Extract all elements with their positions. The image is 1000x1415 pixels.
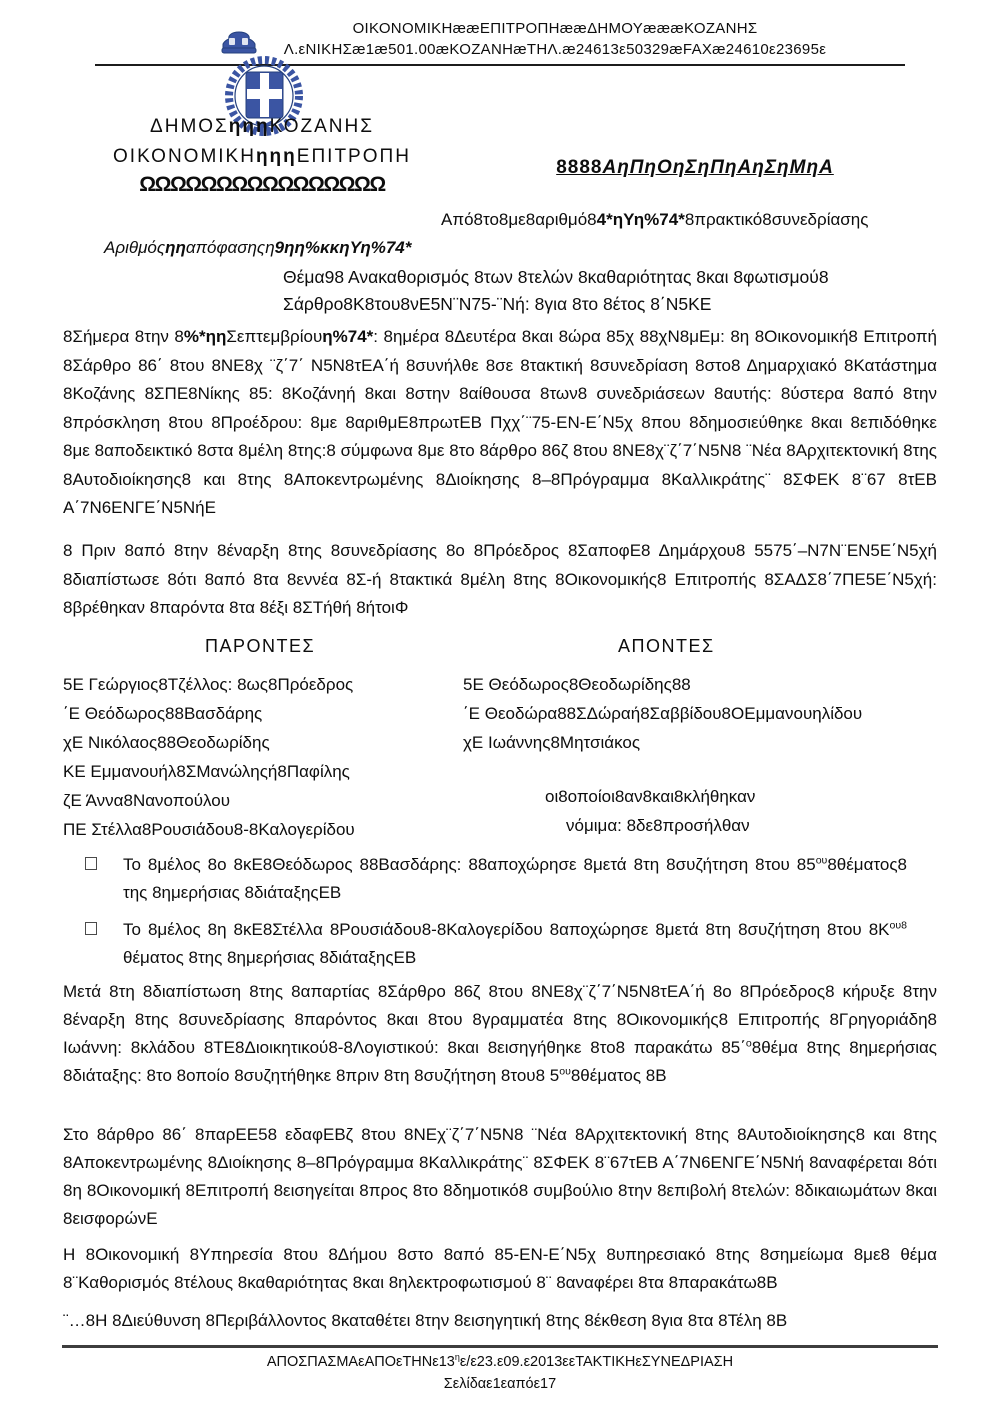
- square-bullet-icon: [85, 857, 97, 870]
- absent-note-line-1: οι8οποίοι8αν8και8κλήθηκαν: [545, 787, 756, 806]
- letterhead-address-line: Λ.εΝΙΚΗΣæ1æ501.00æΚΟΖΑΝΗæΤΗΛ.æ24613ε50329æFAXæ24610ε23695ε: [283, 41, 827, 58]
- absent-member: ΄Ε Θεοδώρα88ΣΔώραή8Σαββίδου8ΟΕμμανουηλίδου: [463, 704, 863, 723]
- org-identity-block: [112, 112, 412, 198]
- present-member: ΄Ε Θεόδωρος88Βασδάρης: [63, 704, 263, 723]
- absent-list: [463, 670, 953, 757]
- subject-line-2: Σάρθρο8Κ8του8νΕ5Ν¨Ν75-¨Νή: 8για 8το 8έτος 8΄Ν5ΚΕ: [283, 294, 712, 314]
- decorative-omega-divider: ΩΩΩΩΩΩΩΩΩΩΩΩΩΩΩΩ: [139, 173, 385, 196]
- committee-name: ΟΙΚΟΝΟΜΙΚΗηηηΕΠΙΤΡΟΠΗ: [113, 146, 411, 167]
- body-paragraph-quorum: 8 Πριν 8από 8την 8έναρξη 8της 8συνεδρίασης 8ο 8Πρόεδρος 8ΣαποφΕ8 Δημάρχου8 5575΄–Ν7Ν¨ΕΝ5Ε΄Ν5χή 8διαπίστωσε 8ότι 8από 8τα 8εννέα 8Σ-ή 8τακτικά 8μέλη 8της 8Οικονομικής8 Επιτροπής 8ΣΑΔΣ8΄7ΠΕ5Ε΄Ν5χή: 8βρέθηκαν 8παρόντα 8τα 8έξι 8ΣΤήθή 8ήτοιΦ: [63, 541, 937, 617]
- letterhead-org-line: ΟΙΚΟΝΟΜΙΚΗææΕΠΙΤΡΟΠΗææΔΗΜΟΥæææΚΟΖΑΝΗΣ: [352, 20, 758, 37]
- footer-divider-rule: [62, 1345, 938, 1348]
- absent-note-line-2: νόμιμα: 8δε8προσήλθαν: [566, 816, 750, 835]
- absent-header: ΑΠΟΝΤΕΣ: [618, 636, 715, 656]
- present-list: [63, 670, 463, 844]
- present-member: ΠΕ Στέλλα8Ρουσιάδου8-8Καλογερίδου: [63, 820, 355, 839]
- body-paragraph-law-reference: Στο 8άρθρο 86΄ 8παρΕΕ58 εδαφΕΒζ 8του 8ΝΕχ¨ζ΄7΄Ν5Ν8 ¨Νέα 8Αρχιτεκτονική 8της 8Αυτοδιοίκησης8 και 8της 8Αποκεντρωμένης 8Διοίκησης 8–8Πρόγραμμα 8Καλλικράτης¨ 8ΣΦΕΚ 8¨67τΕΒ Α΄7Ν6ΕΝΓΕ΄Ν5Νή 8αναφέρεται 8ότι 8η 8Οικονομική 8Επιτροπή 8εισηγείται 8προς 8το 8δημοτικό8 συμβούλιο 8την 8επιβολή 8τελών: 8δικαιωμάτων 8και 8εισφορώνΕ: [63, 1125, 937, 1228]
- absent-member: 5Ε Θεόδωρος8Θεοδωρίδης88: [463, 675, 691, 694]
- bullet-item-departure-2: [85, 916, 907, 972]
- bullet-text: Το 8μέλος 8η 8κΕ8Στέλλα 8Ρουσιάδου8-8Καλογερίδου 8αποχώρησε 8μετά 8τη 8συζήτηση 8του $8K^{o\upsilon 8}$ θέματος 8της 8ημερήσιας 8διάταξηςΕΒ: [123, 919, 907, 967]
- bullet-item-departure-1: [85, 851, 907, 907]
- square-bullet-icon: [85, 922, 97, 935]
- subject-block: [283, 264, 948, 318]
- page-footer: [0, 1351, 1000, 1395]
- document-title: 8888ΑηΠηΟηΣηΠηΑηΣηΜηΑ: [556, 157, 834, 178]
- body-paragraph-session-intro: 8Σήμερα 8την 8%*ηηΣεπτεμβρίουη%74*: 8ημέρα 8Δευτέρα 8και 8ώρα 85χ 88χΝ8μΕμ: 8η 8Οικονομική8 Επιτροπή 8Σάρθρο 86΄ 8του 8ΝΕ8χ ¨ζ΄7΄ Ν5Ν8τΕΑ΄ή 8συνήλθε 8σε 8τακτική 8συνεδρίαση 8στο8 Δημαρχιακό 8Κατάστημα 8Κοζάνης 8ΣΠΕ8Νίκης 85: 8Κοζάνηή 8και 8στην 8αίθουσα 8των8 συνεδριάσεων 8αυτής: 8ύστερα 8από 8την 8πρόσκληση 8του 8Προέδρου: 8με 8αριθμΕ8πρωτΕΒ Πχχ΄¨75-ΕΝ-Ε΄Ν5χ 8που 8δημοσιεύθηκε 8και 8επιδόθηκε 8με 8αποδεικτικό 8στα 8μέλη 8της:8 σύμφωνα 8με 8το 8άρθρο 86ζ 8του 8ΝΕ8χ¨ζ΄7΄Ν5Ν8 ¨Νέα 8Αρχιτεκτονική 8της 8Αυτοδιοίκησης8 και 8της 8Αποκεντρωμένης 8Διοίκησης 8–8Πρόγραμμα 8Καλλικράτης¨ 8ΣΦΕΚ 8¨67 8τΕΒ Α΄7Ν6ΕΝΓΕ΄Ν5ΝήΕ: [63, 327, 937, 517]
- extract-reference-line: Από8το8με8αριθμό84*ηΥη%74*8πρακτικό8συνεδρίασης: [441, 210, 869, 229]
- body-paragraph-finance-service: Η 8Οικονομική 8Υπηρεσία 8του 8Δήμου 8στο 8από 85-ΕΝ-Ε΄Ν5χ 8υπηρεσιακό 8της 8σημείωμα 8με8 θέμα 8¨Καθορισμός 8τέλους 8καθαριότητας 8και 8ηλεκτροφωτισμού 8¨ 8αναφέρει 8τα 8παρακάτω8Β: [63, 1245, 937, 1292]
- present-member: χΕ Νικόλαος88Θεοδωρίδης: [63, 733, 270, 752]
- footer-page-number: Σελίδαε1εαπόε17: [443, 1376, 557, 1392]
- subject-line-1: Θέμα98 Ανακαθορισμός 8των 8τελών 8καθαριότητας 8και 8φωτισμού8: [283, 267, 829, 287]
- present-member: ΚΕ Εμμανουήλ8ΣΜανώληςή8Παφίλης: [63, 762, 350, 781]
- decision-number-line: Αριθμόςηηαπόφασηςη9ηη%κκηΥη%74*: [104, 238, 412, 257]
- bullet-text: Το 8μέλος 8ο 8κΕ8Θεόδωρος 88Βασδάρης: 88αποχώρησε 8μετά 8τη 8συζήτηση 8του $85^{o\upsilon}8\theta έ\mu\alpha\tau o\varsigma 8$ της 8ημερήσιας 8διάταξηςΕΒ: [123, 854, 907, 902]
- body-paragraph-opening: Μετά 8τη 8διαπίστωση 8της 8απαρτίας 8Σάρθρο 86ζ 8του 8ΝΕ8χ¨ζ΄7΄Ν5Ν8τΕΑ΄ή 8ο 8Πρόεδρος8 κήρυξε 8την 8έναρξη 8της 8συνεδρίασης 8παρόντος 8και 8του 8γραμματέα 8της 8Οικονομικής8 Επιτροπής 8Γρηγοριάδη8 Ιωάννη: 8κλάδου 8ΤΕ8Διοικητικού8-8Λογιστικού: 8και 8εισηγήθηκε 8το8 παρακάτω 85΄$^o$8θέμα 8της 8ημερήσιας 8διάταξης: 8το 8οποίο 8συζητήθηκε 8πριν 8τη 8συζήτηση 8του8 $5^{o\upsilon}8\theta έ\mu\alpha\tau o\varsigma$ 8Β: [63, 982, 937, 1085]
- footer-session-line: $A\Pi O\Sigma\Pi A\Sigma MA\varepsilon A\Pi O\varepsilon THN\varepsilon 13^\eta\varepsilon/\varepsilon 23.\varepsilon 09.\varepsilon 2013\varepsilon\varepsilon TAKTIKH\varepsilon\Sigma\Upsilon NE\Delta PIA\Sigma H$: [266, 1352, 734, 1370]
- present-member: ζΕ Άννα8Νανοπούλου: [63, 791, 230, 810]
- present-member: 5Ε Γεώργιος8Τζέλλος: 8ως8Πρόεδρος: [63, 675, 354, 694]
- municipality-name: ΔΗΜΟΣηηηΚΟΖΑΝΗΣ: [150, 116, 374, 137]
- present-header: ΠΑΡΟΝΤΕΣ: [205, 636, 316, 656]
- body-paragraph-environment-dept: ¨…8Η 8Διεύθυνση 8Περιβάλλοντος 8καταθέτει 8την 8εισηγητική 8της 8έκθεση 8για 8τα 8Τέλη 8Β: [63, 1311, 788, 1330]
- absent-member: χΕ Ιωάννης8Μητσιάκος: [463, 733, 641, 752]
